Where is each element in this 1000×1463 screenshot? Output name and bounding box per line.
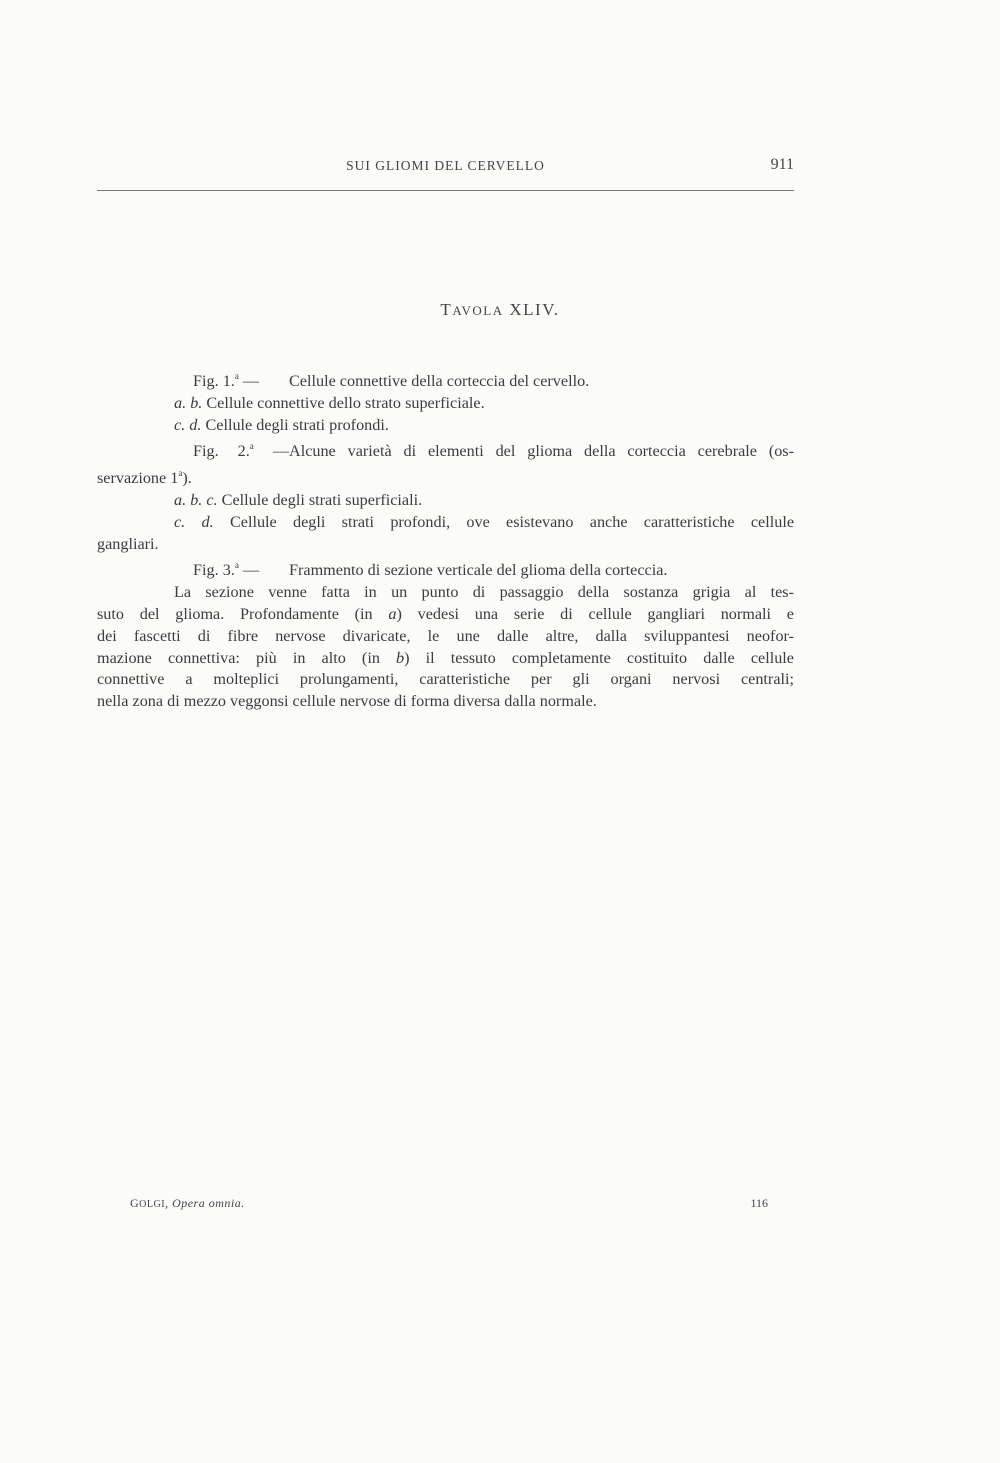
fig2-item-abc-letters: a. b. c. bbox=[174, 490, 218, 509]
paragraph-line-4-before: mazione connettiva: più in alto (in bbox=[97, 648, 397, 667]
running-title: SUI GLIOMI DEL CERVELLO bbox=[346, 158, 545, 173]
paragraph-line-2-ital: a bbox=[388, 604, 397, 623]
fig2-text-first: Alcune varietà di elementi del glioma della corteccia cerebrale (os- bbox=[289, 442, 794, 461]
footer-comma: , bbox=[165, 1196, 169, 1210]
plate-title-smallcaps: AVOLA bbox=[452, 303, 504, 318]
fig2-item-cd-text-first: Cellule degli strati profondi, ove esistevano anche caratteristiche cellule bbox=[229, 512, 795, 531]
footer-signature: 116 bbox=[750, 1196, 768, 1210]
fig2-text-cont: servazione 1 bbox=[97, 469, 179, 488]
fig2-item-abc bbox=[97, 490, 794, 512]
fig1-label-group bbox=[145, 366, 289, 393]
fig1-item-ab-text: Cellule connettive dello strato superficiale. bbox=[206, 393, 485, 412]
fig2-label-group bbox=[145, 436, 289, 463]
fig2-item-cd-cont bbox=[97, 534, 794, 556]
paragraph-line-4-ital: b bbox=[396, 648, 405, 667]
fig2-caption bbox=[97, 436, 794, 463]
fig1-label-sup: a bbox=[234, 371, 239, 381]
fig3-label: Fig. 3. bbox=[193, 561, 235, 580]
footer-work-title: Opera omnia. bbox=[172, 1196, 245, 1210]
paragraph-line-2 bbox=[97, 604, 794, 626]
paragraph-line-4 bbox=[97, 648, 794, 670]
footer-author-smallcaps: OLGI bbox=[139, 1199, 166, 1210]
paragraph-line-2-after: ) vedesi una serie di cellule gangliari normali e bbox=[396, 604, 794, 623]
fig1-label: Fig. 1. bbox=[193, 372, 235, 390]
page-number: 911 bbox=[770, 156, 794, 173]
fig1-item-ab-letters: a. b. bbox=[174, 393, 203, 412]
footer-author-title bbox=[130, 1196, 245, 1211]
paragraph-line-1: La sezione venne fatta in un punto di passaggio della sostanza grigia al tes- bbox=[174, 583, 794, 602]
fig1-item-cd-letters: c. d. bbox=[174, 415, 202, 434]
fig2-caption-cont bbox=[97, 463, 794, 490]
fig2-label: Fig. 2. bbox=[193, 442, 250, 461]
running-head bbox=[97, 150, 794, 191]
fig2-item-cd-text-cont: gangliari. bbox=[97, 534, 159, 553]
fig2-item-cd bbox=[97, 512, 794, 534]
fig3-dash: — bbox=[242, 561, 260, 580]
fig3-caption bbox=[97, 555, 794, 582]
paragraph-line-2-before: suto del glioma. Profondamente (in bbox=[97, 604, 389, 623]
fig1-text: Cellule connettive della corteccia del cervello. bbox=[289, 372, 590, 390]
fig2-text-cont-sup: a bbox=[178, 468, 183, 479]
fig1-item-ab bbox=[97, 393, 794, 415]
fig2-item-abc-text: Cellule degli strati superficiali. bbox=[221, 490, 423, 509]
plate-captions bbox=[97, 366, 794, 713]
fig2-text-cont-end: ). bbox=[182, 469, 192, 488]
footer-author-initial: G bbox=[130, 1196, 140, 1210]
paragraph-line-4-after: ) il tessuto completamente costituito dalle cellule bbox=[404, 648, 794, 667]
fig1-item-cd bbox=[97, 415, 794, 437]
plate-title bbox=[0, 300, 1000, 320]
plate-title-numeral: XLIV. bbox=[509, 300, 560, 319]
fig1-dash: — bbox=[242, 372, 260, 390]
fig3-label-group bbox=[145, 555, 289, 582]
fig3-text: Frammento di sezione verticale del glioma della corteccia. bbox=[289, 561, 668, 580]
paragraph-line-3: dei fascetti di fibre nervose divaricate, le une dalle altre, dalla sviluppantesi neofor- bbox=[97, 626, 794, 645]
plate-title-initial: T bbox=[440, 300, 453, 319]
fig3-label-sup: a bbox=[234, 560, 239, 571]
paragraph-line-6: nella zona di mezzo veggonsi cellule nervose di forma diversa dalla normale. bbox=[97, 692, 597, 711]
fig1-item-cd-text: Cellule degli strati profondi. bbox=[205, 415, 389, 434]
fig2-label-sup: a bbox=[249, 441, 254, 452]
paragraph-line-5: connettive a molteplici prolungamenti, caratteristiche per gli organi nervosi centrali; bbox=[97, 670, 794, 689]
fig2-dash: — bbox=[272, 442, 289, 461]
fig1-caption bbox=[97, 366, 794, 393]
fig2-item-cd-letters: c. d. bbox=[174, 512, 214, 531]
